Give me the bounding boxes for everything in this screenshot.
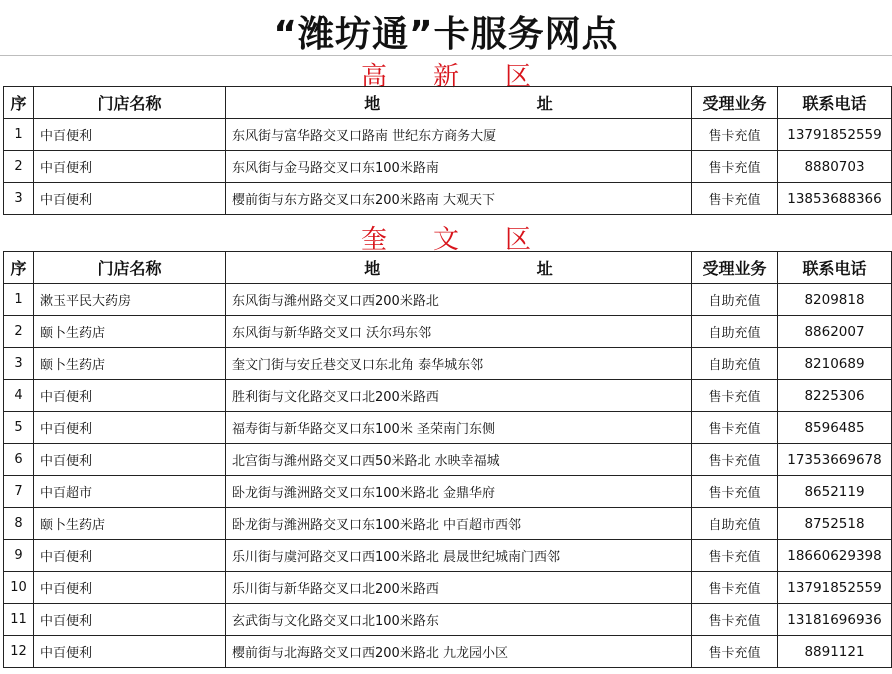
row-address: 东风街与富华路交叉口路南 世纪东方商务大厦: [226, 119, 692, 151]
row-store-name: 中百便利: [34, 151, 226, 183]
row-address: 樱前街与东方路交叉口东200米路南 大观天下: [226, 183, 692, 215]
row-seq: 3: [4, 183, 34, 215]
row-address: 胜利街与文化路交叉口北200米路西: [226, 380, 692, 412]
row-seq: 6: [4, 444, 34, 476]
table-row: [4, 444, 892, 476]
row-service: 售卡充值: [692, 151, 778, 183]
table-row: [4, 151, 892, 183]
row-seq: 1: [4, 119, 34, 151]
row-address: 乐川街与新华路交叉口北200米路西: [226, 572, 692, 604]
row-seq: 12: [4, 636, 34, 668]
row-service: 售卡充值: [692, 380, 778, 412]
row-phone: 8891121: [778, 636, 892, 668]
header-seq: 序: [4, 252, 34, 284]
row-seq: 1: [4, 284, 34, 316]
row-service: 自助充值: [692, 284, 778, 316]
table-header-row: [4, 252, 892, 284]
row-phone: 8225306: [778, 380, 892, 412]
header-service: 受理业务: [692, 87, 778, 119]
row-address: 福寿街与新华路交叉口东100米 圣荣南门东侧: [226, 412, 692, 444]
row-service: 自助充值: [692, 508, 778, 540]
page-title: “潍坊通”卡服务网点: [273, 14, 619, 55]
table-row: [4, 604, 892, 636]
row-address: 奎文门街与安丘巷交叉口东北角 泰华城东邻: [226, 348, 692, 380]
row-seq: 11: [4, 604, 34, 636]
row-phone: 13791852559: [778, 572, 892, 604]
row-service: 售卡充值: [692, 636, 778, 668]
row-seq: 9: [4, 540, 34, 572]
table-row: [4, 636, 892, 668]
district-title-gaoxin: 高新区: [360, 62, 577, 92]
service-points-table-kuiwen: [3, 251, 892, 668]
header-address-char: 址: [536, 94, 553, 113]
row-seq: 5: [4, 412, 34, 444]
row-phone: 13853688366: [778, 183, 892, 215]
table-row: [4, 572, 892, 604]
header-phone: 联系电话: [778, 87, 892, 119]
row-store-name: 中百便利: [34, 540, 226, 572]
row-store-name: 中百便利: [34, 604, 226, 636]
table-row: [4, 119, 892, 151]
row-phone: 13181696936: [778, 604, 892, 636]
header-service: 受理业务: [692, 252, 778, 284]
row-phone: 8596485: [778, 412, 892, 444]
table-row: [4, 412, 892, 444]
row-address: 卧龙街与潍洲路交叉口东100米路北 中百超市西邻: [226, 508, 692, 540]
table-row: [4, 476, 892, 508]
row-address: 玄武街与文化路交叉口北100米路东: [226, 604, 692, 636]
row-service: 售卡充值: [692, 604, 778, 636]
table-row: [4, 348, 892, 380]
table-row: [4, 183, 892, 215]
row-store-name: 中百便利: [34, 183, 226, 215]
header-store-name: 门店名称: [34, 252, 226, 284]
row-service: 自助充值: [692, 316, 778, 348]
row-phone: 8880703: [778, 151, 892, 183]
row-seq: 2: [4, 316, 34, 348]
row-address: 樱前街与北海路交叉口西200米路北 九龙园小区: [226, 636, 692, 668]
row-phone: 8862007: [778, 316, 892, 348]
row-address: 东风街与金马路交叉口东100米路南: [226, 151, 692, 183]
row-phone: 8752518: [778, 508, 892, 540]
row-store-name: 中百便利: [34, 636, 226, 668]
header-phone: 联系电话: [778, 252, 892, 284]
row-address: 东风街与潍州路交叉口西200米路北: [226, 284, 692, 316]
row-store-name: 中百便利: [34, 380, 226, 412]
row-phone: 8210689: [778, 348, 892, 380]
header-address-char: 地: [364, 259, 381, 278]
row-phone: 8652119: [778, 476, 892, 508]
table-header-row: [4, 87, 892, 119]
row-service: 售卡充值: [692, 119, 778, 151]
row-store-name: 颐卜生药店: [34, 508, 226, 540]
table-row: [4, 380, 892, 412]
header-address: [226, 87, 692, 119]
header-seq: 序: [4, 87, 34, 119]
row-seq: 4: [4, 380, 34, 412]
table-row: [4, 508, 892, 540]
row-service: 售卡充值: [692, 183, 778, 215]
row-store-name: 颐卜生药店: [34, 316, 226, 348]
header-address: [226, 252, 692, 284]
row-address: 乐川街与虞河路交叉口西100米路北 晨晟世纪城南门西邻: [226, 540, 692, 572]
row-address: 东风街与新华路交叉口 沃尔玛东邻: [226, 316, 692, 348]
row-service: 售卡充值: [692, 572, 778, 604]
row-phone: 18660629398: [778, 540, 892, 572]
row-seq: 10: [4, 572, 34, 604]
row-seq: 7: [4, 476, 34, 508]
header-address-char: 地: [364, 94, 381, 113]
row-seq: 2: [4, 151, 34, 183]
row-service: 自助充值: [692, 348, 778, 380]
row-service: 售卡充值: [692, 540, 778, 572]
row-phone: 17353669678: [778, 444, 892, 476]
row-store-name: 中百超市: [34, 476, 226, 508]
table-row: [4, 540, 892, 572]
row-phone: 8209818: [778, 284, 892, 316]
district-title-kuiwen: 奎文区: [360, 225, 577, 255]
row-address: 卧龙街与潍洲路交叉口东100米路北 金鼎华府: [226, 476, 692, 508]
row-seq: 8: [4, 508, 34, 540]
row-seq: 3: [4, 348, 34, 380]
table-row: [4, 284, 892, 316]
header-address-char: 址: [536, 259, 553, 278]
header-store-name: 门店名称: [34, 87, 226, 119]
row-service: 售卡充值: [692, 412, 778, 444]
table-row: [4, 316, 892, 348]
service-points-table-gaoxin: [3, 86, 892, 215]
row-service: 售卡充值: [692, 444, 778, 476]
row-store-name: 颐卜生药店: [34, 348, 226, 380]
row-store-name: 中百便利: [34, 119, 226, 151]
row-service: 售卡充值: [692, 476, 778, 508]
row-phone: 13791852559: [778, 119, 892, 151]
row-address: 北宫街与潍州路交叉口西50米路北 水映幸福城: [226, 444, 692, 476]
row-store-name: 中百便利: [34, 444, 226, 476]
row-store-name: 中百便利: [34, 572, 226, 604]
row-store-name: 中百便利: [34, 412, 226, 444]
row-store-name: 漱玉平民大药房: [34, 284, 226, 316]
